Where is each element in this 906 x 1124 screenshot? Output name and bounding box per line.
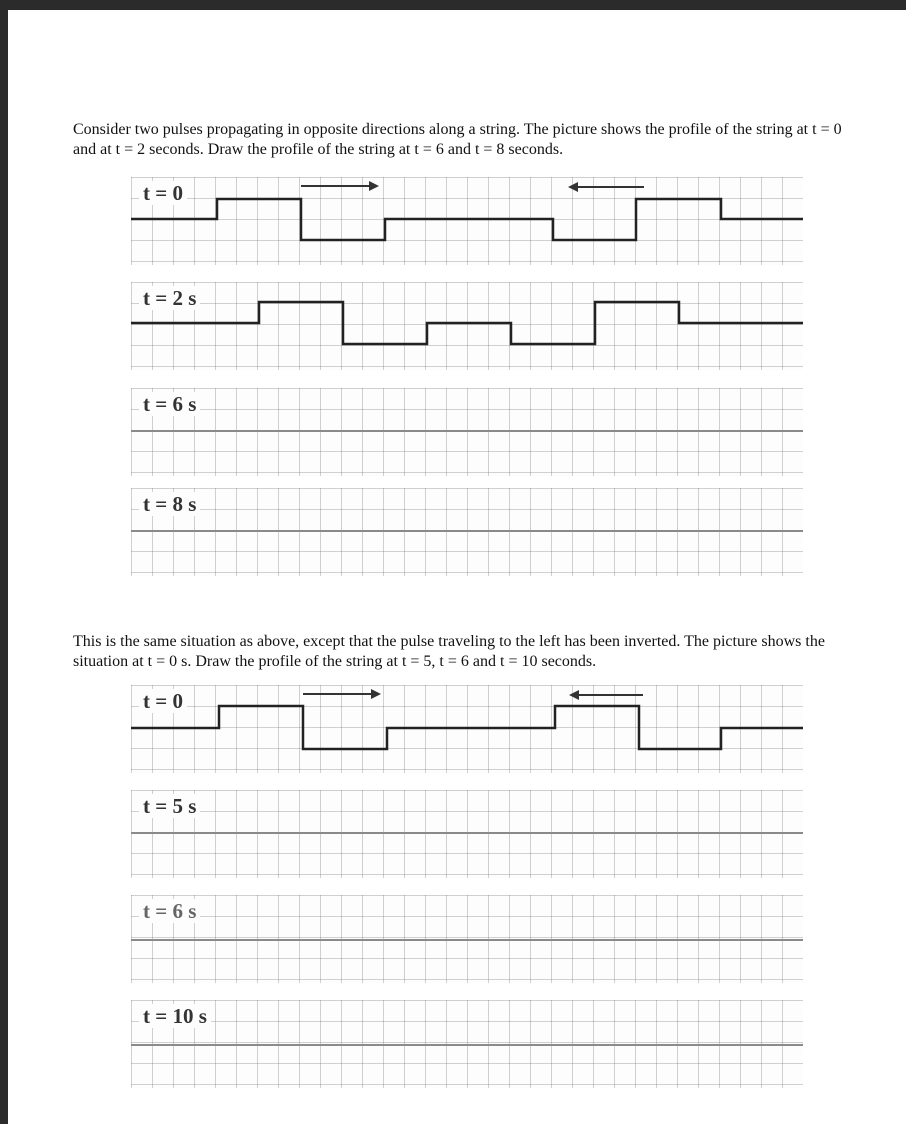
s1-panel-t2 bbox=[131, 282, 803, 370]
panel-label: t = 2 s bbox=[139, 286, 200, 310]
rest-line bbox=[131, 832, 803, 834]
rest-line bbox=[131, 530, 803, 532]
panel-label: t = 0 bbox=[139, 181, 187, 205]
string-profile bbox=[131, 199, 803, 240]
s1-panel-t0 bbox=[131, 177, 803, 265]
string-profile bbox=[131, 302, 803, 344]
string-profile bbox=[131, 706, 803, 749]
panel-label: t = 10 s bbox=[139, 1004, 211, 1028]
s1-panel-t8 bbox=[131, 488, 803, 576]
worksheet-page bbox=[8, 10, 906, 1124]
section2-prompt: This is the same situation as above, except that the pulse traveling to the left has been inverted. The picture shows the situation at t = 0 s. Draw the profile of the string at t = 5, t = 6 and t = 10 seconds. bbox=[73, 633, 825, 670]
left-arrow-head bbox=[568, 182, 578, 192]
s2-t0-graph bbox=[131, 685, 803, 773]
rest-line bbox=[131, 939, 803, 941]
s2-panel-t10 bbox=[131, 1000, 803, 1088]
rest-line bbox=[131, 430, 803, 432]
section1-prompt: Consider two pulses propagating in opposite directions along a string. The picture shows the profile of the string at t = 0 and at t = 2 seconds. Draw the profile of the string at t = 6 and t = 8 seconds. bbox=[73, 121, 842, 158]
right-arrow-head bbox=[369, 181, 379, 191]
right-arrow-head bbox=[371, 689, 381, 699]
panel-label: t = 5 s bbox=[139, 794, 200, 818]
panel-label: t = 0 bbox=[139, 689, 187, 713]
left-arrow-head bbox=[569, 690, 579, 700]
s2-panel-t0 bbox=[131, 685, 803, 773]
s1-t0-graph bbox=[131, 177, 803, 265]
panel-label: t = 6 s bbox=[139, 392, 200, 416]
s1-t2-graph bbox=[131, 282, 803, 370]
s2-panel-t6 bbox=[131, 895, 803, 983]
s2-panel-t5 bbox=[131, 790, 803, 878]
s1-panel-t6 bbox=[131, 388, 803, 476]
panel-label: t = 6 s bbox=[139, 899, 200, 923]
panel-label: t = 8 s bbox=[139, 492, 200, 516]
rest-line bbox=[131, 1044, 803, 1046]
